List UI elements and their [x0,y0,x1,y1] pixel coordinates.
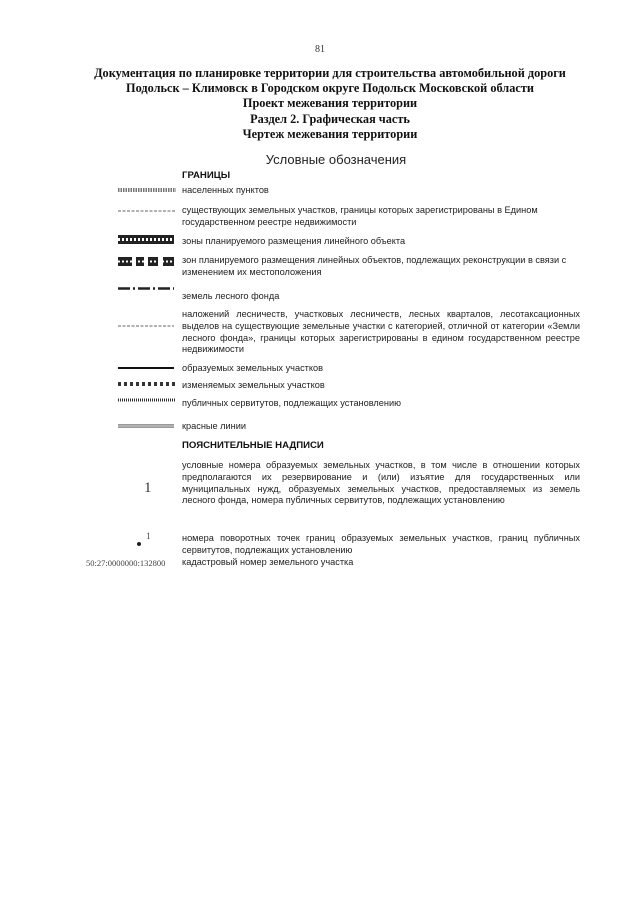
legend-item-text: изменяемых земельных участков [182,380,325,390]
legend-item-text: земель лесного фонда [182,291,280,301]
servitude-boundary-symbol [118,398,176,402]
page-number: 81 [315,44,325,55]
legend-item-text: зоны планируемого размещения линейного объекта [182,236,406,246]
notes-heading: ПОЯСНИТЕЛЬНЫЕ НАДПИСИ [182,440,324,451]
turning-point-dot-icon [136,541,142,547]
reconstruction-zone-symbol [118,257,174,266]
header-line: Документация по планировке территории для строительства автомобильной дороги [94,66,566,80]
forest-fund-boundary-symbol [118,286,174,291]
existing-plots-boundary-symbol [118,209,176,213]
overlap-boundary-symbol [118,324,174,328]
cadastral-number-sample: 50:27:0000000:132800 [86,558,166,568]
red-lines-symbol [118,424,174,428]
linear-object-zone-symbol [118,235,174,244]
header-line: Чертеж межевания территории [242,126,418,141]
changed-plots-boundary-symbol [118,381,176,387]
header-line: Подольск – Климовск в Городском округе Подольск Московской области [126,81,534,96]
turning-point-number-sample: 1 [146,531,151,541]
document-header [60,66,600,142]
header-line: Раздел 2. Графическая часть [250,111,410,126]
legend-item-text: образуемых земельных участков [182,363,323,373]
legend-item-text: публичных сервитутов, подлежащих установлению [182,398,401,408]
settlement-boundary-symbol [118,187,176,193]
legend-item-text: красные линии [182,421,247,431]
formed-plots-boundary-symbol [118,366,174,370]
legend-item-text: наложений лесничеств, участковых лесничеств, лесных кварталов, лесотаксационных выделов на существующие земельные участки с категорией, отличной от категории «Земли лесного фонда», границы которых зарегистрированы в едином государственном реестре недвижимости [182,309,580,355]
legend-note-text: кадастровый номер земельного участка [182,557,354,567]
legend-title: Условные обозначения [265,152,407,167]
boundaries-heading: ГРАНИЦЫ [182,170,231,181]
legend-item-text: населенных пунктов [182,185,269,195]
legend-item-text: зон планируемого размещения линейных объектов, подлежащих реконструкции в связи с изменением их местоположения [182,255,567,277]
legend-item-text: существующих земельных участков, границы которых зарегистрированы в Едином государственном реестре недвижимости [182,205,538,227]
legend-note-text: номера поворотных точек границ образуемых земельных участков, границ публичных сервитутов, подлежащих установлению [182,533,580,555]
plot-number-label-sample: 1 [144,480,152,496]
legend-note-text: условные номера образуемых земельных участков, в том числе в отношении которых предполагаются их резервирование и (или) изъятие для государственных или муниципальных нужд, образуемых земельных участков, предоставляемых из земель лесного фонда, номера публичных сервитутов, подлежащих установлению [182,460,580,506]
header-line: Проект межевания территории [242,96,418,111]
